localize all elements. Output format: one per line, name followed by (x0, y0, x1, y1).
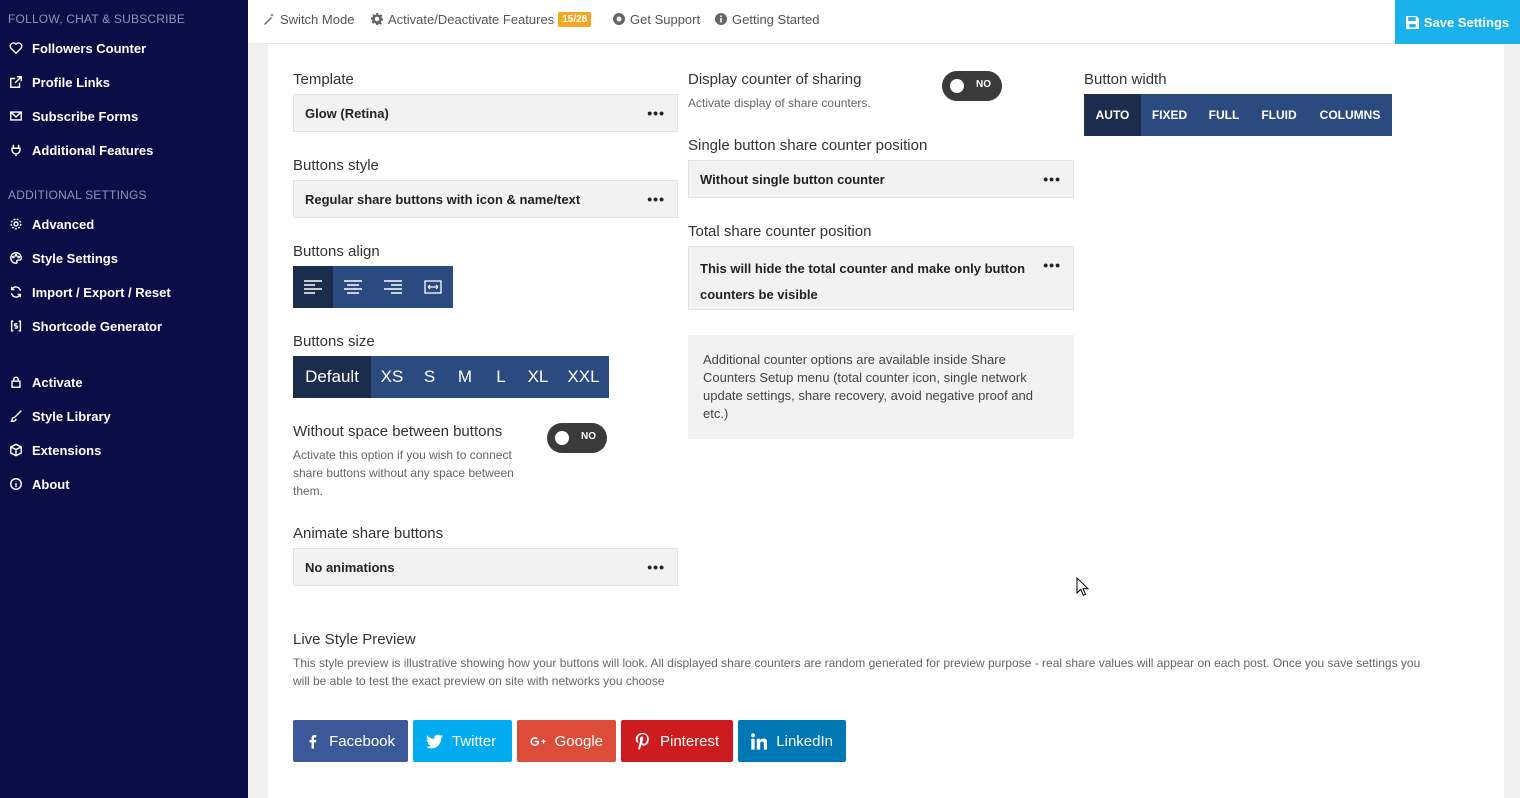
no-space-toggle[interactable] (547, 423, 607, 453)
align-stretch-button[interactable] (413, 266, 453, 308)
buttons-size-label: Buttons size (293, 333, 375, 350)
gear-icon (371, 13, 383, 25)
sidebar-item-label: Followers Counter (32, 40, 147, 56)
width-fixed-button[interactable]: FIXED (1141, 94, 1198, 136)
twitter-label: Twitter (452, 732, 497, 750)
sidebar-item-label: About (32, 476, 70, 492)
switch-mode-label: Switch Mode (280, 11, 355, 27)
get-support-label: Get Support (630, 11, 701, 27)
sidebar-item-activate[interactable] (8, 371, 83, 393)
more-options-icon: ••• (1043, 171, 1061, 187)
more-options-icon: ••• (647, 105, 665, 121)
button-width-group (1084, 94, 1392, 136)
stretch-icon (424, 280, 442, 294)
single-counter-position-select[interactable] (688, 160, 1074, 198)
size-xl-button[interactable]: XL (518, 356, 558, 398)
width-auto-button[interactable]: AUTO (1084, 94, 1141, 136)
linkedin-label: LinkedIn (776, 732, 833, 750)
sidebar-item-label: Style Settings (32, 250, 118, 266)
pinterest-label: Pinterest (660, 732, 720, 750)
more-options-icon: ••• (647, 191, 665, 207)
cube-icon (8, 442, 24, 458)
buttons-style-label: Buttons style (293, 157, 379, 174)
size-xs-button[interactable]: XS (371, 356, 413, 398)
sidebar-section-title: ADDITIONAL SETTINGS (8, 188, 147, 202)
google-label: Google (554, 732, 603, 750)
pinterest-icon (634, 733, 651, 750)
align-center-icon (344, 280, 362, 294)
activate-features-label: Activate/Deactivate Features (388, 11, 555, 27)
total-counter-position-select[interactable] (688, 246, 1074, 310)
facebook-share-button[interactable] (293, 720, 408, 762)
display-counter-description: Activate display of share counters. (688, 96, 871, 110)
no-space-label: Without space between buttons (293, 423, 503, 440)
linkedin-share-button[interactable] (738, 720, 846, 762)
save-settings-button[interactable] (1395, 0, 1520, 44)
mouse-cursor-icon (1076, 577, 1089, 597)
brush-icon (8, 408, 24, 424)
counter-info-box: Additional counter options are available inside Share Counters Setup menu (total counter icon, single network update settings, share recovery, avoid negative proof and etc.) (688, 335, 1074, 439)
more-options-icon: ••• (647, 559, 665, 575)
magic-wand-icon (263, 13, 275, 25)
size-m-button[interactable]: M (446, 356, 484, 398)
sidebar-item-label: Import / Export / Reset (32, 284, 171, 300)
width-columns-button[interactable]: COLUMNS (1308, 94, 1392, 136)
plug-icon (8, 142, 24, 158)
width-fluid-button[interactable]: FLUID (1250, 94, 1308, 136)
sidebar-item-import-export-reset[interactable] (8, 281, 171, 303)
total-counter-position-label: Total share counter position (688, 223, 872, 240)
palette-icon (8, 250, 24, 266)
display-counter-label: Display counter of sharing (688, 71, 862, 88)
size-xxl-button[interactable]: XXL (558, 356, 609, 398)
buttons-style-value: Regular share buttons with icon & name/text (305, 191, 581, 207)
sidebar-item-advanced[interactable] (8, 213, 94, 235)
getting-started-label: Getting Started (732, 11, 820, 27)
top-bar (248, 0, 1520, 44)
refresh-icon (8, 284, 24, 300)
sidebar-item-extensions[interactable] (8, 439, 101, 461)
sidebar-item-label: Additional Features (32, 142, 154, 158)
gear-icon (8, 216, 24, 232)
lifebuoy-icon (613, 13, 625, 25)
sidebar-item-shortcode-generator[interactable] (8, 315, 162, 337)
twitter-icon (426, 733, 443, 750)
sidebar-item-profile-links[interactable] (8, 71, 110, 93)
animate-select[interactable] (293, 548, 678, 586)
animate-label: Animate share buttons (293, 525, 444, 542)
size-s-button[interactable]: S (413, 356, 446, 398)
sidebar-item-label: Style Library (32, 408, 111, 424)
template-select[interactable] (293, 94, 678, 132)
twitter-share-button[interactable] (413, 720, 512, 762)
google-plus-icon (530, 733, 546, 750)
sidebar-item-label: Profile Links (32, 74, 111, 90)
toggle-state: NO (581, 431, 596, 442)
sidebar (0, 0, 248, 798)
sidebar-item-additional-features[interactable] (8, 139, 153, 161)
single-counter-position-label: Single button share counter position (688, 137, 928, 154)
external-link-icon (8, 74, 24, 90)
sidebar-item-label: Extensions (32, 442, 102, 458)
facebook-icon (306, 733, 320, 750)
align-right-button[interactable] (373, 266, 413, 308)
size-default-button[interactable]: Default (293, 356, 371, 398)
sidebar-item-label: Subscribe Forms (32, 108, 139, 124)
buttons-align-group (293, 266, 453, 308)
single-counter-position-value: Without single button counter (700, 171, 885, 187)
switch-mode-button[interactable] (263, 0, 354, 38)
shortcode-icon (8, 318, 24, 334)
toggle-knob (950, 79, 964, 93)
sidebar-item-label: Shortcode Generator (32, 318, 163, 334)
align-right-icon (384, 280, 402, 294)
sidebar-section-title: FOLLOW, CHAT & SUBSCRIBE (8, 12, 186, 26)
size-l-button[interactable]: L (484, 356, 518, 398)
floppy-disk-icon (1406, 16, 1419, 29)
no-space-description: Activate this option if you wish to connect share buttons without any space between them. (293, 448, 514, 498)
sidebar-item-style-settings[interactable] (8, 247, 118, 269)
envelope-icon (8, 108, 24, 124)
display-counter-toggle[interactable] (942, 71, 1002, 101)
sidebar-item-label: Advanced (32, 216, 95, 232)
pinterest-share-button[interactable] (621, 720, 733, 762)
getting-started-button[interactable] (715, 0, 819, 38)
buttons-align-label: Buttons align (293, 243, 380, 260)
sidebar-item-style-library[interactable] (8, 405, 111, 427)
get-support-button[interactable] (613, 0, 700, 38)
sidebar-item-label: Activate (32, 374, 83, 390)
sidebar-item-subscribe-forms[interactable] (8, 105, 138, 127)
animate-value: No animations (305, 559, 395, 575)
info-icon (715, 13, 727, 25)
activate-features-button[interactable] (371, 0, 591, 38)
template-value: Glow (Retina) (305, 105, 389, 121)
more-options-icon: ••• (1043, 257, 1061, 273)
toggle-state: NO (976, 79, 991, 90)
buttons-style-select[interactable] (293, 180, 678, 218)
lock-icon (8, 374, 24, 390)
live-preview-description: This style preview is illustrative showing how your buttons will look. All displayed share counters are random generated for preview purpose - real share values will appear on each post. Once you save settings you will be able to test the exact preview on site with networks you choose (293, 656, 1421, 688)
button-width-label: Button width (1084, 71, 1167, 88)
toggle-knob (555, 431, 569, 445)
heart-icon (8, 40, 24, 56)
sidebar-item-followers-counter[interactable] (8, 37, 146, 59)
total-counter-position-value: This will hide the total counter and make only button counters be visible (700, 261, 1026, 302)
align-left-button[interactable] (293, 266, 333, 308)
template-label: Template (293, 71, 354, 88)
live-preview-title: Live Style Preview (293, 631, 416, 648)
facebook-label: Facebook (329, 732, 395, 750)
align-left-icon (304, 280, 322, 294)
save-settings-label: Save Settings (1423, 14, 1510, 30)
buttons-size-group (293, 356, 609, 398)
google-share-button[interactable] (517, 720, 616, 762)
features-count-badge: 15/28 (558, 12, 591, 27)
sidebar-item-about[interactable] (8, 473, 70, 495)
info-icon (8, 476, 24, 492)
align-center-button[interactable] (333, 266, 373, 308)
linkedin-icon (751, 733, 767, 750)
width-full-button[interactable]: FULL (1198, 94, 1250, 136)
